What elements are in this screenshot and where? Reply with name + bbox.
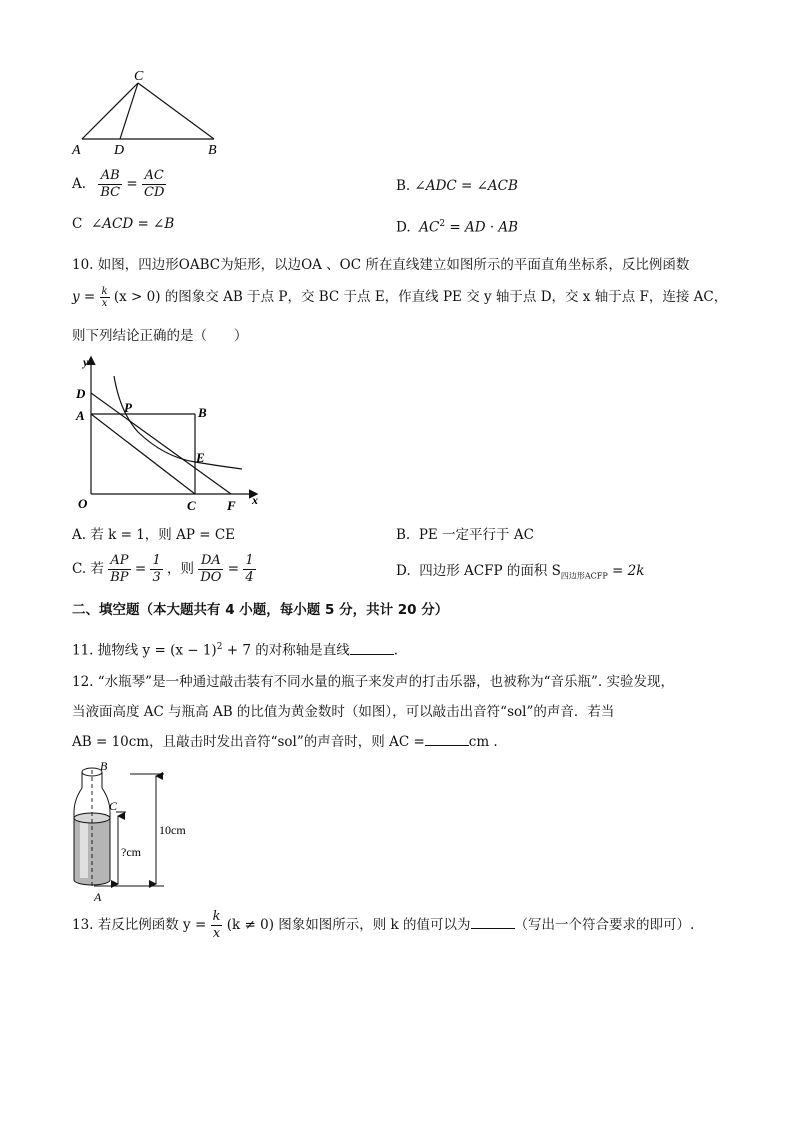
q13: 13. 若反比例函数 y = $\frac{k}{x}$ (k ≠ 0) 图象如图所示，则 k 的值可以为 （写出一个符合要求的即可）. — [72, 909, 695, 941]
label-F: F — [227, 498, 236, 513]
label-D: D — [114, 143, 125, 158]
q10-option-a: A. 若 k = 1，则 AP = CE — [72, 527, 236, 543]
q9-option-c: C ∠ACD = ∠B — [72, 216, 175, 232]
label-B3: B — [100, 759, 108, 773]
label-E: E — [196, 450, 205, 465]
q10-line2: y = $\frac{k}{x}$ (x > 0) 的图象交 AB 于点 P，交 BC 于点 E，作直线 PE 交 y 轴于点 D，交 x 轴于点 F，连接 AC， — [72, 286, 728, 309]
label-C3: C — [109, 799, 118, 813]
q10-option-c: C. 若 $\frac{AP}{BP}$ = $\frac{1}{3}$ ，则 $\frac{DA}{DO}$ = $\frac{1}{4}$ — [72, 553, 254, 585]
label-10cm: 10cm — [159, 823, 186, 837]
coordinate-figure — [74, 352, 266, 514]
bottle-figure — [60, 756, 210, 904]
q10-line1: 10. 如图，四边形OABC为矩形，以边OA 、OC 所在直线建立如图所示的平面直角坐标系，反比例函数 — [72, 257, 690, 273]
q12-line2: 当液面高度 AC 与瓶高 AB 的比值为黄金数时（如图），可以敲击出音符“sol”的声音．若当 — [72, 704, 615, 720]
label-A2: A — [76, 408, 85, 423]
q11-answer-blank[interactable] — [350, 642, 394, 655]
label-C2: C — [187, 498, 196, 513]
section-heading: 二、填空题（本大题共有 4 小题，每小题 5 分，共计 20 分） — [72, 602, 449, 618]
label-x: x — [252, 493, 258, 507]
label-A: A — [72, 143, 81, 158]
q12-line1: 12. “水瓶琴”是一种通过敲击装有不同水量的瓶子来发声的打击乐器，也被称为“音乐瓶”. 实验发现， — [72, 674, 674, 690]
q9-option-b: B. ∠ADC = ∠ACB — [396, 178, 518, 194]
label-y: y — [83, 355, 89, 369]
label-C: C — [134, 69, 144, 84]
q12-answer-blank[interactable] — [425, 733, 469, 746]
q10-option-d: D. 四边形 ACFP 的面积 $S_{四边形ACFP} = 2k$ — [396, 563, 645, 581]
q13-answer-blank[interactable] — [471, 916, 515, 929]
label-B2: B — [198, 405, 207, 420]
label-B: B — [208, 143, 217, 158]
q10-option-b: B. PE 一定平行于 AC — [396, 527, 534, 543]
triangle-figure — [70, 66, 230, 158]
q12-line3: AB = 10cm，且敲击时发出音符“sol”的声音时，则 AC = cm . — [72, 734, 498, 750]
label-O: O — [78, 496, 88, 511]
q9-option-a: A. $\frac{AB}{BC}$ = $\frac{AC}{CD}$ — [72, 168, 165, 200]
q11: 11. 抛物线 $y = (x - 1)^2 + 7$ 的对称轴是直线 . — [72, 642, 399, 659]
q9-option-d: D. $AC^2$ = AD · AB — [396, 219, 519, 236]
label-P: P — [124, 400, 132, 415]
q10-line3: 则下列结论正确的是（ ） — [72, 328, 248, 344]
label-D2: D — [76, 386, 86, 401]
label-A3: A — [94, 890, 102, 904]
label-unknown: ?cm — [121, 845, 141, 859]
